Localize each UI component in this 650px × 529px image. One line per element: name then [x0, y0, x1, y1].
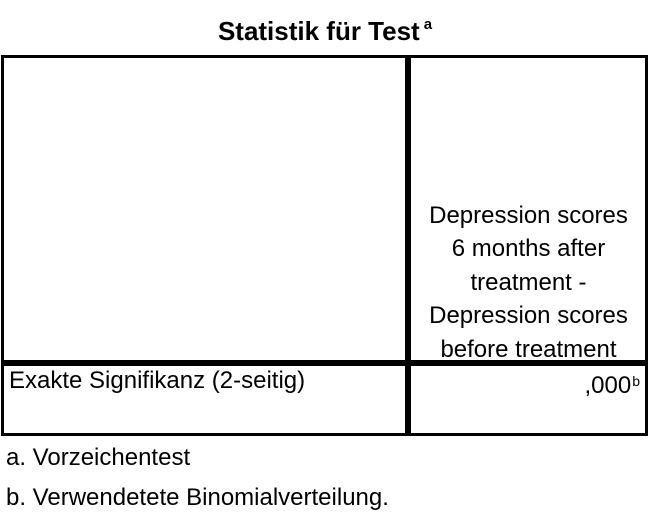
column-header-line: before treatment [440, 335, 617, 363]
column-header [414, 199, 643, 366]
row-label-exakte-signifikanz: Exakte Signifikanz (2-seitig) [9, 367, 306, 394]
column-header-line: Depression scores [429, 302, 628, 330]
footnote-b: b. Verwendetete Binomialverteilung. [6, 484, 389, 511]
table-title [0, 14, 650, 48]
table-title-text: Statistik für Test [217, 16, 420, 46]
statistics-table [1, 55, 648, 436]
value-footnote-marker: b [632, 373, 640, 389]
column-divider [405, 58, 411, 433]
significance-value: ,000 [584, 372, 632, 399]
title-footnote-marker: a [423, 16, 433, 33]
column-header-line: Depression scores [429, 202, 628, 229]
footnote-a: a. Vorzeichentest [6, 444, 191, 471]
row-value-exakte-signifikanz [584, 371, 640, 401]
column-header-line: 6 months after [451, 235, 606, 263]
column-header-line: treatment - [470, 268, 587, 296]
